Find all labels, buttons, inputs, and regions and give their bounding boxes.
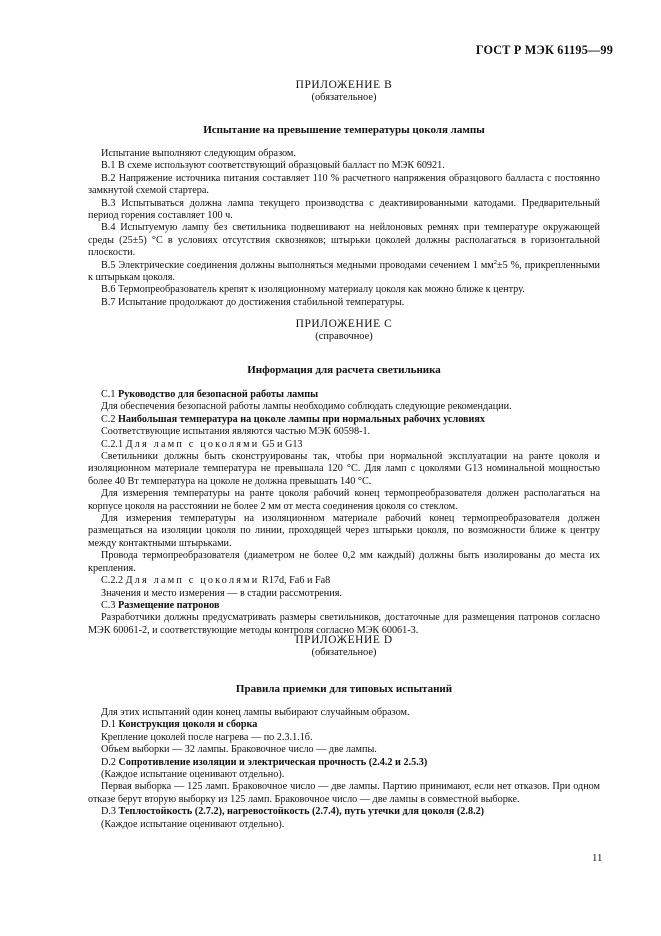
section-number: D.1	[101, 719, 116, 731]
paragraph: Первая выборка — 125 ламп. Браковочное число — две лампы. Партию принимают, если нет отказов. При одном отказе берут вторую выборку из 125 ламп. Браковочное число — две лампы в совместной выборке.	[88, 781, 600, 805]
paragraph: Светильники должны быть сконструированы так, чтобы при нормальной эксплуатации на ранте цоколя и изоляционном материале температура не превышала 120 °С. Для ламп с цоколями G13 номинальной мощностью более 40 Вт температура на цоколе не должна превышать 140 °С.	[88, 451, 600, 487]
text: ±5 %, прикрепленными к штырькам цоколя.	[88, 259, 600, 284]
section-title: Наибольшая температура на цоколе лампы при нормальных рабочих условиях	[117, 413, 486, 425]
paragraph: В.4 Испытуемую лампу без светильника подвешивают на нейлоновых ремнях при температуре окружающей среды (25±5) °С в условиях отсутствия сквозняков; штырьки цоколей должны располагаться в горизонтальной плоскости.	[88, 222, 600, 259]
paragraph: Соответствующие испытания являются частью МЭК 60598-1.	[101, 426, 371, 438]
superscript: 2	[493, 258, 498, 266]
subsection-heading	[88, 806, 600, 818]
subsection-heading	[88, 719, 600, 731]
section-number: С.1	[101, 389, 116, 400]
paragraph: В.6 Термопреобразователь крепят к изоляционному материалу цоколя как можно ближе к центру.	[101, 284, 525, 296]
section-number: С.2	[101, 413, 116, 425]
subsection-heading	[88, 414, 600, 426]
paragraph: Для измерения температуры на ранте цоколя рабочий конец термопреобразователя должен располагаться на корпусе цоколя на расстоянии не более 2 мм от места соединения цоколя со стеклом.	[88, 488, 600, 512]
appendix-d-kind: (обязательное)	[311, 647, 377, 658]
standard-header: ГОСТ Р МЭК 61195—99	[475, 43, 613, 57]
section-title: Конструкция цоколя и сборка	[118, 719, 258, 731]
text: R17d, Fa6 и Fa8	[259, 575, 331, 587]
spaced-text: Для ламп с цоколями	[125, 438, 260, 450]
appendix-d-title-block	[88, 634, 600, 659]
paragraph: В.2 Напряжение источника питания составляет 110 % расчетного напряжения образцового балласта с постоянно замкнутой схемой стартера.	[88, 172, 600, 197]
section-number: С.2.2	[101, 575, 124, 587]
subsection-heading	[88, 439, 600, 451]
subsection-heading	[88, 600, 600, 612]
appendix-c-body	[88, 389, 600, 637]
appendix-d-heading: Правила приемки для типовых испытаний	[235, 683, 453, 695]
section-title: Сопротивление изоляции и электрическая прочность (2.4.2 и 2.5.3)	[118, 756, 428, 768]
spaced-text: Для ламп с цоколями	[125, 575, 260, 587]
subsection-heading	[88, 575, 600, 587]
paragraph: В.1 В схеме используют соответствующий образцовый балласт по МЭК 60921.	[101, 160, 445, 172]
section-title: Теплостойкость (2.7.2), нагревостойкость (2.7.4), путь утечки для цоколя (2.8.2)	[118, 806, 485, 818]
subsection-heading	[88, 389, 600, 401]
paragraph: Для обеспечения безопасной работы лампы необходимо соблюдать следующие рекомендации.	[101, 401, 512, 413]
paragraph: (Каждое испытание оценивают отдельно).	[101, 769, 285, 781]
paragraph: Разработчики должны предусматривать размеры светильников, достаточные для размещения патронов согласно МЭК 60061-2, и соответствующие методы контроля согласно МЭК 60061-3.	[88, 612, 600, 636]
section-number: D.2	[101, 756, 116, 768]
appendix-b-kind: (обязательное)	[311, 92, 377, 103]
appendix-b-title-block	[88, 79, 600, 104]
appendix-b-title: ПРИЛОЖЕНИЕ В	[295, 79, 393, 91]
appendix-c-heading: Информация для расчета светильника	[247, 364, 441, 376]
paragraph: (Каждое испытание оценивают отдельно).	[101, 818, 285, 830]
appendix-b-heading: Испытание на превышение температуры цоколя лампы	[203, 124, 485, 136]
appendix-b-body	[88, 148, 600, 309]
paragraph: Провода термопреобразователя (диаметром не более 0,2 мм каждый) должны быть изолированы до места их крепления.	[88, 550, 600, 574]
paragraph: Крепление цоколей после нагрева — по 2.3.1.1б.	[101, 731, 313, 743]
appendix-c-title-block	[88, 318, 600, 343]
paragraph	[88, 260, 600, 285]
section-number: С.3	[101, 599, 116, 611]
text: В.5 Электрические соединения должны выполняться медными проводами сечением 1 мм	[101, 259, 494, 271]
section-title: Руководство для безопасной работы лампы	[117, 389, 319, 400]
appendix-c-title: ПРИЛОЖЕНИЕ С	[295, 318, 393, 330]
paragraph: Испытание выполняют следующим образом.	[101, 148, 296, 159]
paragraph: В.3 Испытываться должна лампа текущего производства с деактивированными катодами. Предварительный период горения составляет 100 ч.	[88, 197, 600, 222]
page-number: 11	[592, 852, 603, 864]
section-number: D.3	[101, 806, 116, 818]
appendix-d-body	[88, 707, 600, 831]
paragraph: В.7 Испытание продолжают до достижения стабильной температуры.	[101, 296, 405, 308]
paragraph: Для этих испытаний один конец лампы выбирают случайным образом.	[101, 707, 410, 718]
paragraph: Для измерения температуры на изоляционном материале рабочий конец термопреобразователя должен размещаться на изоляции цоколя по линии, проходящей через штырьки цоколя, по возможности ближе к центру между контактными штырьками.	[88, 513, 600, 549]
paragraph: Значения и место измерения — в стадии рассмотрения.	[101, 587, 342, 599]
text: G5 и G13	[259, 438, 303, 450]
section-title: Размещение патронов	[117, 599, 220, 611]
appendix-c-kind: (справочное)	[315, 331, 373, 342]
subsection-heading	[88, 757, 600, 769]
section-number: С.2.1	[101, 438, 124, 450]
paragraph: Объем выборки — 32 лампы. Браковочное число — две лампы.	[101, 744, 377, 756]
appendix-d-title: ПРИЛОЖЕНИЕ D	[295, 634, 393, 646]
